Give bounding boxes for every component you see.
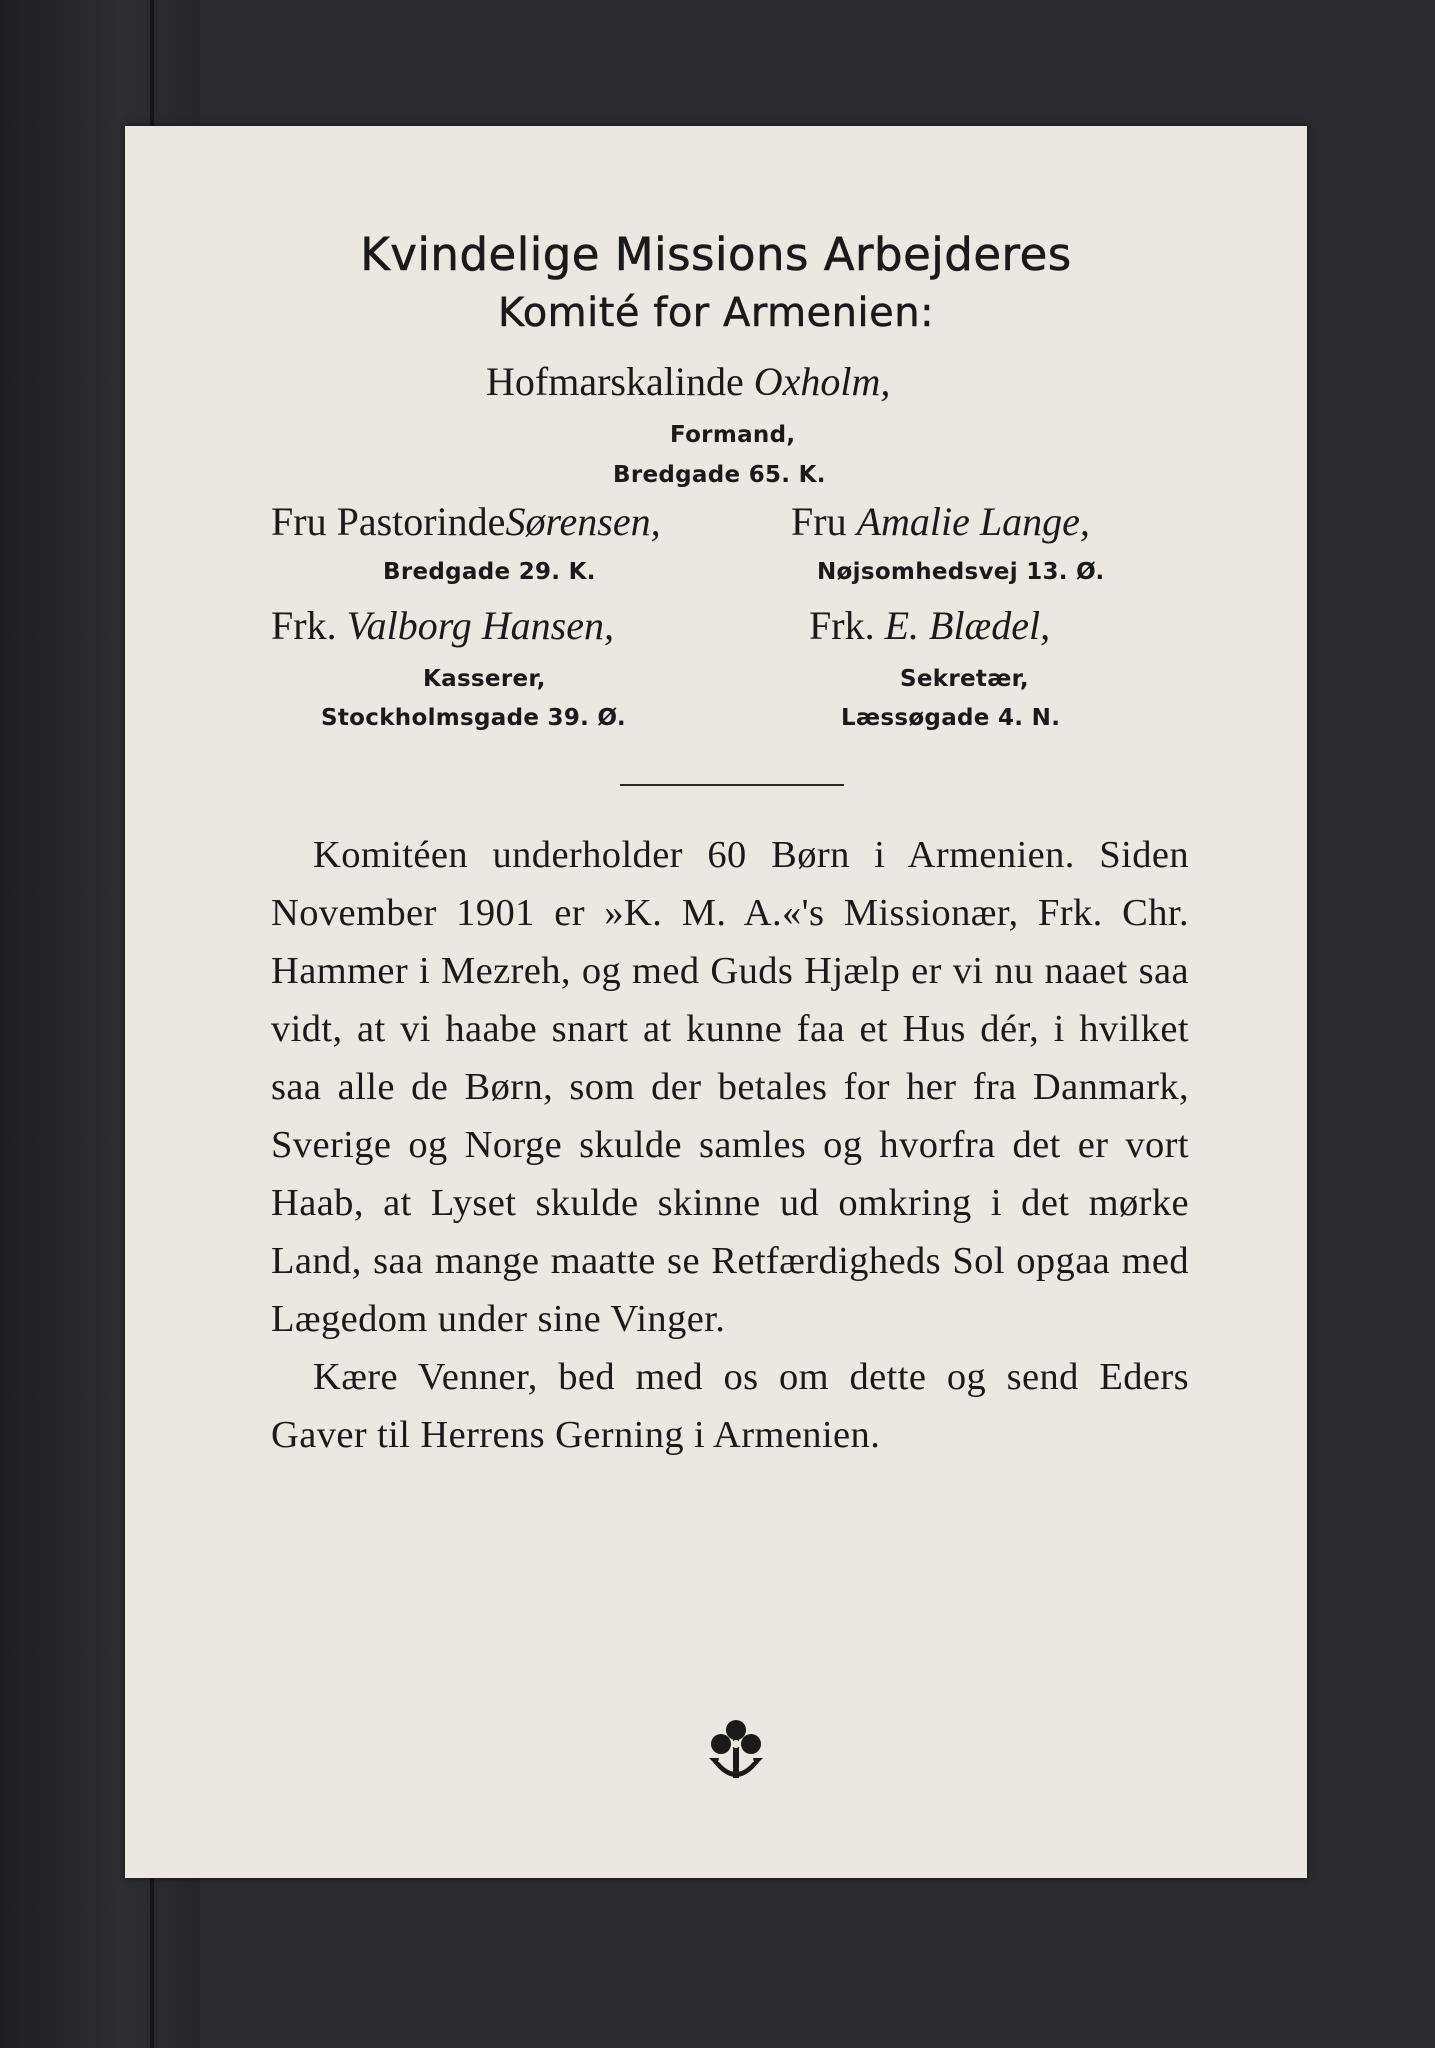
member-left-name bbox=[271, 498, 661, 545]
page-subtitle: Komité for Armenien: bbox=[497, 290, 935, 336]
treasurer-address: Stockholmsgade 39. Ø. bbox=[321, 705, 626, 731]
member-right-name bbox=[791, 498, 1090, 545]
treasurer-role: Kasserer, bbox=[423, 666, 546, 692]
chair-prefix: Hofmarskalinde bbox=[486, 359, 744, 404]
secretary-surname: E. Blædel, bbox=[884, 603, 1051, 648]
chair-address: Bredgade 65. K. bbox=[613, 462, 826, 488]
chair-surname: Oxholm, bbox=[753, 359, 891, 404]
page-title: Kvindelige Missions Arbejderes bbox=[360, 228, 1072, 281]
secretary-role: Sekretær, bbox=[900, 666, 1029, 692]
treasurer-name bbox=[271, 602, 614, 649]
treasurer-prefix: Frk. bbox=[271, 603, 337, 648]
member-right-address: Nøjsomhedsvej 13. Ø. bbox=[817, 559, 1105, 585]
section-divider bbox=[620, 784, 844, 786]
member-left-prefix: Fru Pastorinde bbox=[271, 499, 506, 544]
chair-name bbox=[486, 358, 890, 405]
member-right-prefix: Fru bbox=[791, 499, 847, 544]
body-text bbox=[271, 826, 1189, 1464]
secretary-prefix: Frk. bbox=[809, 603, 875, 648]
document-page bbox=[125, 126, 1307, 1878]
secretary-name bbox=[809, 602, 1050, 649]
secretary-address: Læssøgade 4. N. bbox=[841, 705, 1061, 731]
body-paragraph-2: Kære Venner, bed med os om dette og send Eders Gaver til Herrens Gerning i Armenien. bbox=[271, 1356, 1189, 1456]
body-paragraph-1: Komitéen underholder 60 Børn i Armenien. Siden November 1901 er »K. M. A.«'s Missionær, Frk. Chr. Hammer i Mezreh, og med Guds Hjælp er vi nu naaet saa vidt, at vi haabe snart at kunne faa et Hus dér, i hvilket saa alle de Børn, som der betales for her fra Danmark, Sverige og Norge skulde samles og hvorfra det er vort Haab, at Lyset skulde skinne ud omkring i det mørke Land, saa mange maatte se Retfærdigheds Sol opgaa med Lægedom under sine Vinger. bbox=[271, 834, 1189, 1340]
chair-role: Formand, bbox=[670, 422, 796, 448]
clover-anchor-icon bbox=[701, 1716, 771, 1792]
treasurer-surname: Valborg Hansen, bbox=[346, 603, 614, 648]
member-right-surname: Amalie Lange, bbox=[856, 499, 1090, 544]
member-left-surname: Sørensen, bbox=[505, 499, 661, 544]
member-left-address: Bredgade 29. K. bbox=[383, 559, 596, 585]
